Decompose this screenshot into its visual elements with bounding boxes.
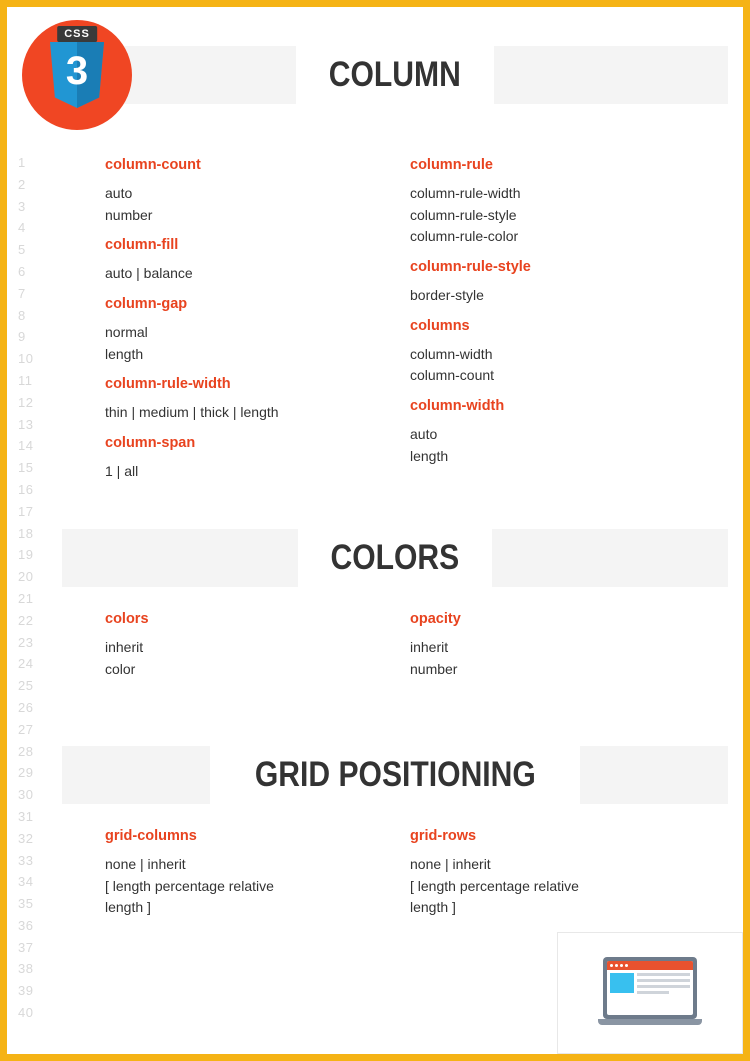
line-number: 24 [18,656,34,672]
header-bar-left [62,529,298,587]
property-name: grid-rows [410,828,477,844]
property-name: column-rule-style [410,259,531,276]
header-bar-right [492,529,728,587]
content-line [637,985,690,988]
line-number: 2 [18,176,26,192]
property-name: column-span [105,434,196,451]
line-number: 17 [18,503,34,519]
column-section-right-list [410,155,720,477]
laptop-screen [603,957,697,1019]
property-name: columns [410,317,470,334]
line-number: 5 [18,242,26,258]
property-block [105,374,405,424]
property-value: length [105,345,144,362]
property-value: [ length percentage relative [105,877,274,894]
property-name: grid-columns [105,828,197,844]
property-value: number [410,660,458,677]
property-value: inherit [105,638,144,655]
line-number: 23 [18,634,34,650]
line-number: 35 [18,896,34,912]
line-number: 4 [18,220,26,236]
line-number: 19 [18,547,34,563]
property-values [105,637,405,681]
line-number: 18 [18,525,34,541]
property-value: none | inherit [105,855,186,872]
line-number: 1 [18,155,26,170]
section-title-grid-positioning: GRID POSITIONING [254,755,536,794]
property-values [105,854,405,919]
property-value: auto [410,425,438,442]
line-number: 7 [18,285,26,301]
page-border-right [743,0,750,1061]
colors-section-right-list [410,609,720,689]
page-border-left [0,0,7,1061]
header-bar-right [580,746,728,804]
line-number: 28 [18,743,34,759]
property-value: [ length percentage relative [410,877,579,894]
property-values [105,263,405,285]
property-block [105,235,405,285]
section-header-grid-positioning [62,746,728,804]
property-value: auto | balance [105,265,193,282]
browser-topbar [607,961,693,970]
line-number: 22 [18,612,34,628]
property-block [410,609,720,680]
property-block [410,155,720,248]
line-number: 37 [18,939,34,955]
css3-logo-label: CSS [57,26,97,42]
column-section-left-list [105,155,405,492]
property-name: column-gap [105,295,188,312]
property-name: column-rule-width [105,376,231,393]
line-number: 25 [18,678,34,694]
css3-shield-icon [50,28,104,108]
property-values [410,854,720,919]
property-block [410,316,720,387]
line-number: 30 [18,787,34,803]
line-number: 15 [18,460,34,476]
section-header-colors [62,529,728,587]
property-block [105,155,405,226]
css3-logo [22,20,132,130]
line-number: 29 [18,765,34,781]
line-number: 13 [18,416,34,432]
property-value: inherit [410,638,449,655]
property-value: auto [105,184,133,201]
section-title-column: COLUMN [328,55,462,94]
line-number: 3 [18,198,26,214]
property-value: number [105,206,153,223]
content-line [637,979,690,982]
property-block [410,826,720,919]
property-value: column-width [410,345,493,362]
property-values [105,183,405,227]
property-value: column-rule-color [410,228,519,245]
browser-body [607,970,693,997]
browser-dot-icon [615,964,618,967]
line-number: 40 [18,1005,34,1021]
browser-dot-icon [610,964,613,967]
line-number: 14 [18,438,34,454]
content-block [610,973,634,993]
property-values [410,285,720,307]
line-number-gutter [18,152,48,1024]
browser-dot-icon [625,964,628,967]
line-number: 11 [18,372,33,388]
property-name: opacity [410,611,461,627]
property-values [105,402,405,424]
property-value: length ] [105,899,151,916]
line-number: 9 [18,329,26,345]
line-number: 16 [18,481,34,497]
grid-section-left-list [105,826,405,928]
property-values [105,322,405,366]
line-number: 32 [18,830,34,846]
line-number: 12 [18,394,34,410]
property-name: column-width [410,398,505,415]
line-number: 36 [18,917,34,933]
line-number: 39 [18,983,34,999]
line-number: 38 [18,961,34,977]
property-value: thin | medium | thick | length [105,404,279,421]
browser-dot-icon [620,964,623,967]
page-border-bottom [0,1054,750,1061]
line-number: 6 [18,263,26,279]
laptop-illustration-card [557,932,743,1054]
line-number: 33 [18,852,34,868]
line-number: 26 [18,699,34,715]
content-line [637,973,690,976]
page-border-top [0,0,750,7]
property-value: border-style [410,286,484,303]
property-block [410,396,720,467]
property-block [410,257,720,307]
line-number: 21 [18,590,34,606]
line-number: 34 [18,874,34,890]
property-value: column-count [410,367,495,384]
property-block [105,609,405,680]
property-name: colors [105,611,149,627]
header-bar-left [62,746,210,804]
property-value: length [410,447,449,464]
property-value: normal [105,323,148,340]
grid-section-right-list [410,826,720,928]
property-name: column-fill [105,237,179,254]
laptop-screen-content [607,961,693,1015]
property-values [105,461,405,483]
property-value: 1 | all [105,462,139,479]
property-value: column-rule-style [410,206,517,223]
property-value: length ] [410,899,456,916]
laptop-base [598,1019,702,1025]
header-bar-right [494,46,728,104]
line-number: 10 [18,351,34,367]
property-block [105,294,405,365]
property-values [410,424,720,468]
line-number: 27 [18,721,34,737]
property-value: column-rule-width [410,184,521,201]
content-line [637,991,669,994]
property-block [105,826,405,919]
property-values [410,637,720,681]
colors-section-left-list [105,609,405,689]
laptop-icon [598,957,702,1025]
line-number: 31 [18,808,34,824]
property-value: none | inherit [410,855,491,872]
property-name: column-rule [410,157,493,173]
content-lines [637,973,690,994]
section-title-colors: COLORS [330,538,460,577]
line-number: 20 [18,569,34,585]
property-value: color [105,660,136,677]
property-values [410,344,720,388]
line-number: 8 [18,307,26,323]
property-values [410,183,720,248]
property-name: column-count [105,157,201,173]
shield-number: 3 [65,48,89,93]
property-block [105,433,405,483]
section-header-column [62,46,728,104]
